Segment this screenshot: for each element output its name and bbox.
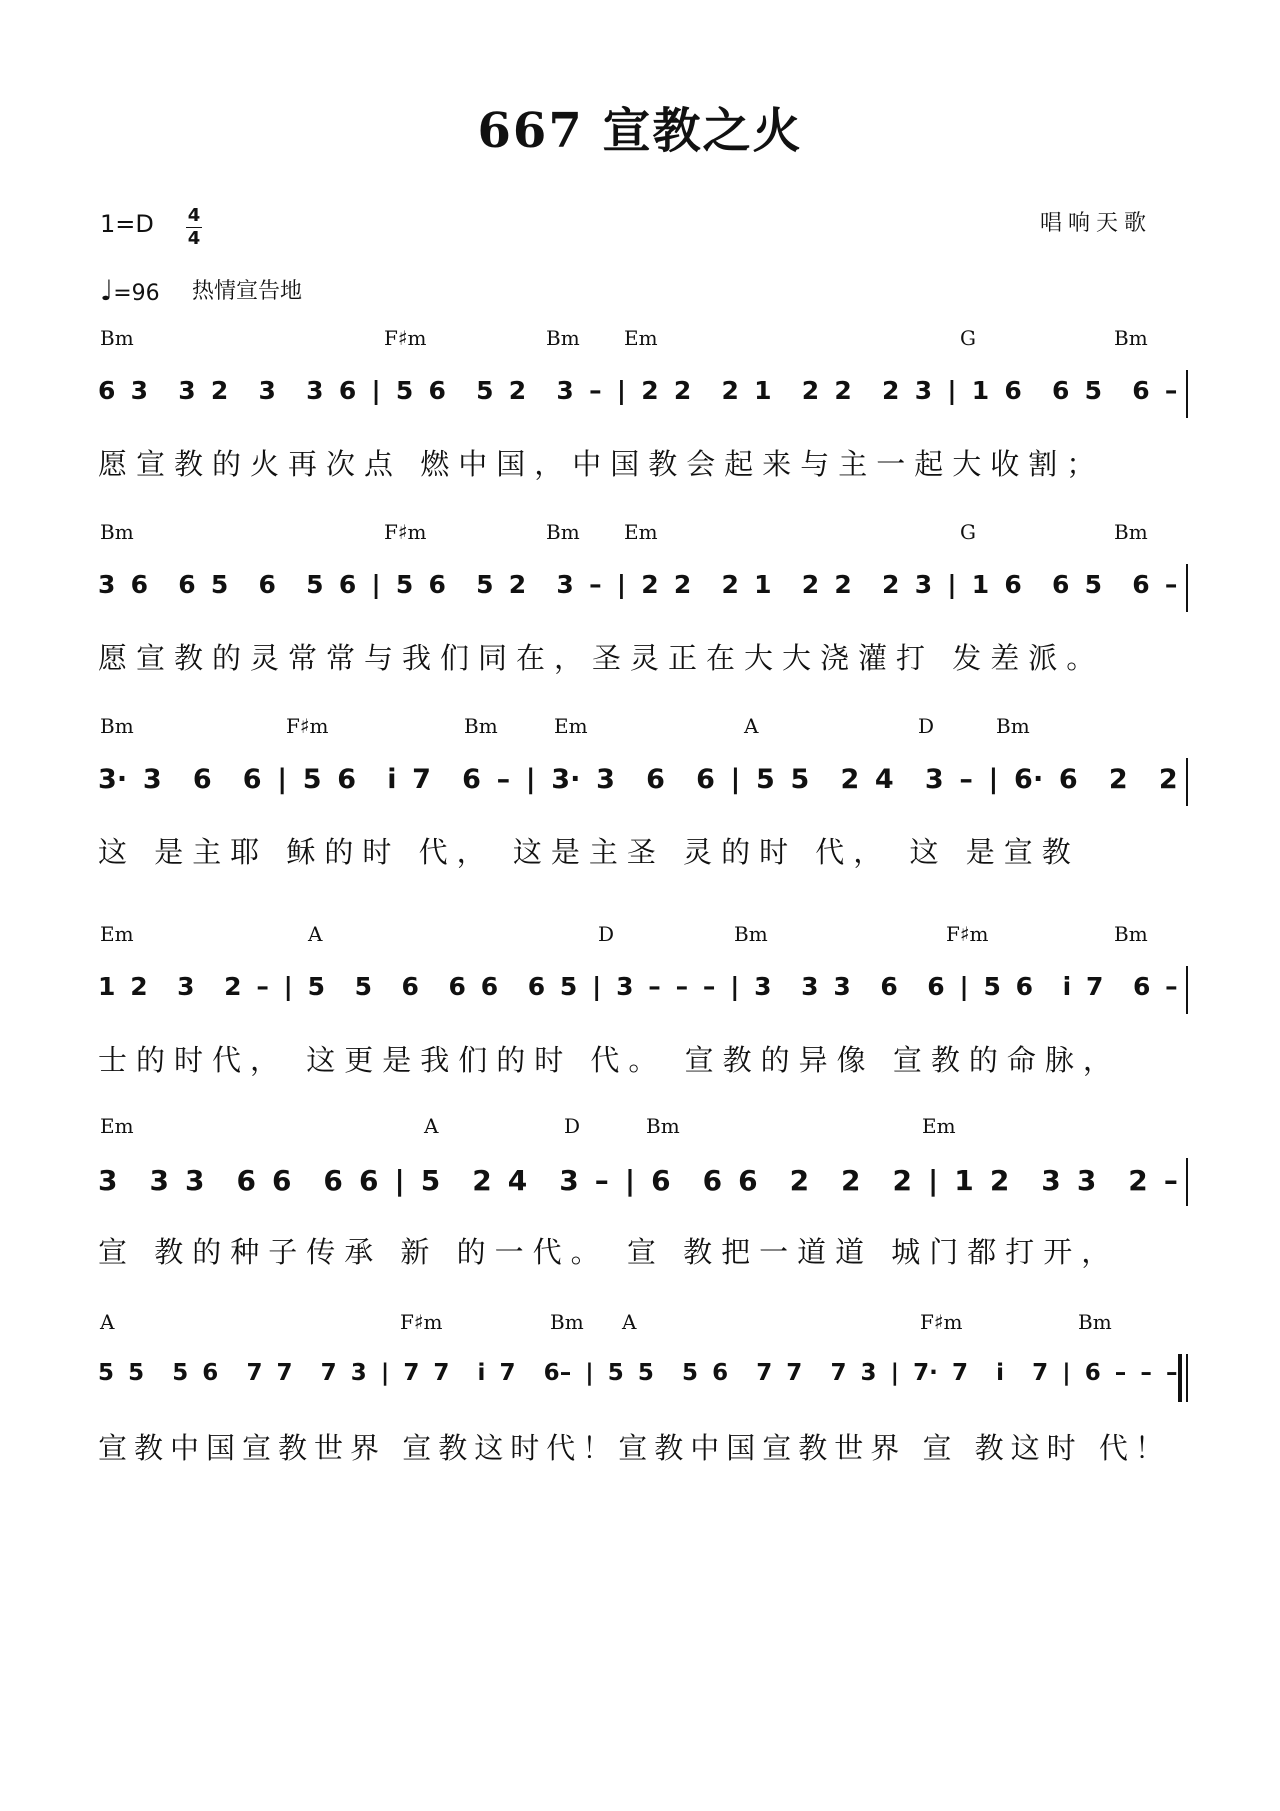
bar-line: [1186, 564, 1188, 612]
chord-symbol: Bm: [1078, 1310, 1112, 1334]
notes-line: [98, 564, 1188, 624]
jianpu-notes: 1 2 3 2 – | 5 5 6 6 6 6 5 | 3 – – – | 3 3 3 6 6 | 5 6 i 7 6 –: [98, 972, 1178, 1001]
chord-line: [0, 922, 1280, 948]
time-signature-bottom: 4: [187, 228, 201, 249]
notes-line: [98, 758, 1188, 818]
bar-line: [1186, 370, 1188, 418]
chord-symbol: Bm: [734, 922, 768, 946]
bar-line: [1186, 758, 1188, 806]
notes-line: [98, 1158, 1188, 1218]
chord-symbol: D: [918, 714, 935, 738]
chord-symbol: G: [960, 326, 976, 350]
time-signature: [186, 206, 202, 249]
notes-line: [98, 1354, 1188, 1414]
chord-symbol: Bm: [646, 1114, 680, 1138]
chord-symbol: A: [100, 1310, 115, 1334]
chord-symbol: Bm: [546, 520, 580, 544]
chord-symbol: G: [960, 520, 976, 544]
chord-symbol: Em: [554, 714, 588, 738]
chord-symbol: Bm: [100, 326, 134, 350]
final-bar-line: [1178, 1354, 1182, 1402]
chord-symbol: F♯m: [400, 1310, 443, 1334]
chord-symbol: Bm: [464, 714, 498, 738]
bar-line: [1186, 1354, 1188, 1402]
notes-line: [98, 966, 1188, 1026]
notes-line: [98, 370, 1188, 430]
key-signature: 1=D: [100, 210, 154, 238]
jianpu-notes: 3· 3 6 6 | 5 6 i 7 6 – | 3· 3 6 6 | 5 5 2 4 3 – | 6· 6 2 2: [98, 764, 1178, 795]
chord-symbol: A: [424, 1114, 439, 1138]
chord-symbol: Bm: [996, 714, 1030, 738]
lyrics-line: 宣 教的种子传承 新 的一代。 宣 教把一道道 城门都打开，: [98, 1235, 1120, 1269]
chord-line: [0, 714, 1280, 740]
chord-symbol: F♯m: [384, 520, 427, 544]
jianpu-notes: 6 3 3 2 3 3 6 | 5 6 5 2 3 – | 2 2 2 1 2 2 2 3 | 1 6 6 5 6 –: [98, 376, 1178, 405]
lyrics-line: 士的时代， 这更是我们的时 代。 宣教的异像 宣教的命脉，: [98, 1043, 1121, 1077]
lyrics-line: 愿宣教的火再次点 燃中国，中国教会起来与主一起大收割；: [98, 447, 1105, 481]
chord-symbol: Em: [624, 520, 658, 544]
lyrics-line: 愿宣教的灵常常与我们同在，圣灵正在大大浇灌打 发差派。: [98, 641, 1105, 675]
chord-symbol: Bm: [1114, 520, 1148, 544]
chord-symbol: A: [622, 1310, 637, 1334]
chord-line: [0, 1310, 1280, 1336]
bar-line: [1186, 1158, 1188, 1206]
chord-symbol: Bm: [1114, 922, 1148, 946]
lyrics-line: 宣教中国宣教世界 宣教这时代！宣教中国宣教世界 宣 教这时 代！: [98, 1431, 1171, 1465]
chord-symbol: Bm: [546, 326, 580, 350]
chord-symbol: F♯m: [384, 326, 427, 350]
chord-symbol: F♯m: [286, 714, 329, 738]
song-title: 667 宣教之火: [477, 103, 803, 159]
jianpu-notes: 3 6 6 5 6 5 6 | 5 6 5 2 3 – | 2 2 2 1 2 2 2 3 | 1 6 6 5 6 –: [98, 570, 1178, 599]
chord-symbol: Bm: [550, 1310, 584, 1334]
chord-symbol: Bm: [100, 714, 134, 738]
chord-symbol: Bm: [1114, 326, 1148, 350]
chord-symbol: Em: [624, 326, 658, 350]
chord-symbol: Em: [100, 922, 134, 946]
time-signature-top: 4: [187, 205, 201, 226]
lyrics-line: 这 是主耶 稣的时 代， 这是主圣 灵的时 代， 这 是宣教: [98, 835, 1080, 869]
chord-symbol: F♯m: [946, 922, 989, 946]
chord-symbol: A: [744, 714, 759, 738]
chord-line: [0, 520, 1280, 546]
chord-symbol: Bm: [100, 520, 134, 544]
chord-symbol: D: [598, 922, 615, 946]
jianpu-notes: 3 3 3 6 6 6 6 | 5 2 4 3 – | 6 6 6 2 2 2 | 1 2 3 3 2 –: [98, 1164, 1178, 1197]
bar-line: [1186, 966, 1188, 1014]
chord-symbol: F♯m: [920, 1310, 963, 1334]
chord-symbol: Em: [100, 1114, 134, 1138]
chord-line: [0, 326, 1280, 352]
chord-symbol: A: [308, 922, 323, 946]
quarter-note-icon: ♩: [100, 274, 114, 307]
credit-text: 唱响天歌: [1040, 211, 1153, 236]
chord-line: [0, 1114, 1280, 1140]
tempo-value: =96: [113, 281, 160, 306]
chord-symbol: Em: [922, 1114, 956, 1138]
tempo-marking: [100, 274, 160, 307]
jianpu-notes: 5 5 5 6 7 7 7 3 | 7 7 i 7 6– | 5 5 5 6 7 7 7 3 | 7· 7 i 7 | 6 – – –: [98, 1360, 1178, 1386]
expression-marking: 热情宣告地: [192, 279, 303, 304]
chord-symbol: D: [564, 1114, 581, 1138]
